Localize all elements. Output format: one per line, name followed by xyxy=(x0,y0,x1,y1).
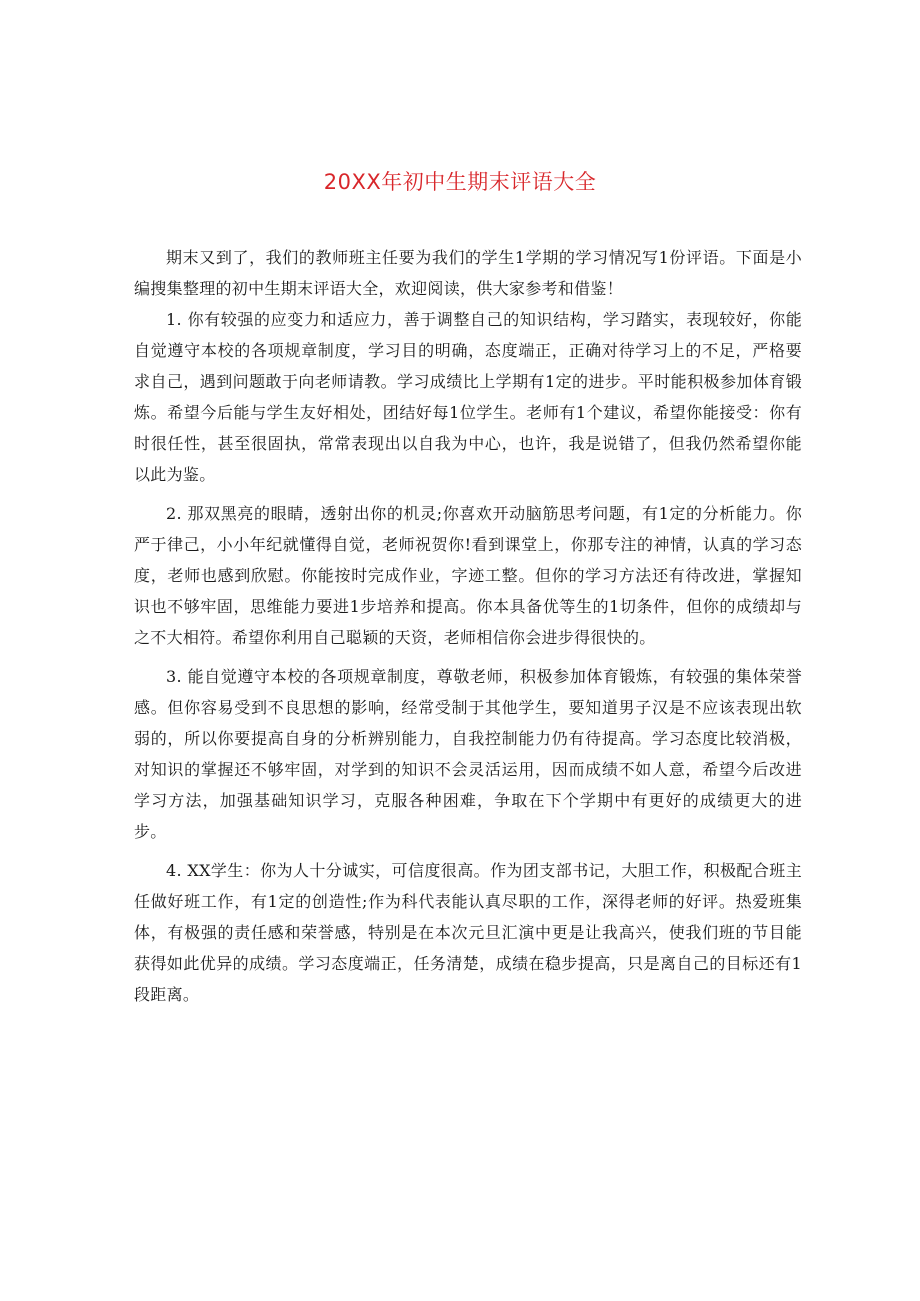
document-body xyxy=(134,242,802,1018)
comment-paragraph-3: 3. 能自觉遵守本校的各项规章制度，尊敬老师，积极参加体育锻炼，有较强的集体荣誉感。但你容易受到不良思想的影响，经常受制于其他学生，要知道男子汉是不应该表现出软弱的，所以你要提高自身的分析辨别能力，自我控制能力仍有待提高。学习态度比较消极，对知识的掌握还不够牢固，对学到的知识不会灵活运用，因而成绩不如人意，希望今后改进学习方法，加强基础知识学习，克服各种困难，争取在下个学期中有更好的成绩更大的进步。 xyxy=(134,667,802,841)
comment-paragraph-2: 2. 那双黑亮的眼睛，透射出你的机灵;你喜欢开动脑筋思考问题，有1定的分析能力。你严于律己，小小年纪就懂得自觉，老师祝贺你!看到课堂上，你那专注的神情，认真的学习态度，老师也感到欣慰。你能按时完成作业，字迹工整。但你的学习方法还有待改进，掌握知识也不够牢固，思维能力要进1步培养和提高。你本具备优等生的1切条件，但你的成绩却与之不大相符。希望你利用自己聪颖的天资，老师相信你会进步得很快的。 xyxy=(134,504,802,647)
comment-paragraph-4: 4. XX学生：你为人十分诚实，可信度很高。作为团支部书记，大胆工作，积极配合班主任做好班工作，有1定的创造性;作为科代表能认真尽职的工作，深得老师的好评。热爱班集体，有极强的责任感和荣誉感，特别是在本次元旦汇演中更是让我高兴，使我们班的节目能获得如此优异的成绩。学习态度端正，任务清楚，成绩在稳步提高，只是离自己的目标还有1段距离。 xyxy=(134,861,802,1004)
document-title: 20XX年初中生期末评语大全 xyxy=(323,170,597,194)
comment-paragraph-1: 1. 你有较强的应变力和适应力，善于调整自己的知识结构，学习踏实，表现较好，你能自觉遵守本校的各项规章制度，学习目的明确，态度端正，正确对待学习上的不足，严格要求自己，遇到问题敢于向老师请教。学习成绩比上学期有1定的进步。平时能积极参加体育锻炼。希望今后能与学生友好相处，团结好每1位学生。老师有1个建议，希望你能接受：你有时很任性，甚至很固执，常常表现出以自我为中心，也许，我是说错了，但我仍然希望你能以此为鉴。 xyxy=(134,310,802,484)
intro-paragraph: 期末又到了，我们的教师班主任要为我们的学生1学期的学习情况写1份评语。下面是小编搜集整理的初中生期末评语大全，欢迎阅读，供大家参考和借鉴！ xyxy=(134,248,802,298)
